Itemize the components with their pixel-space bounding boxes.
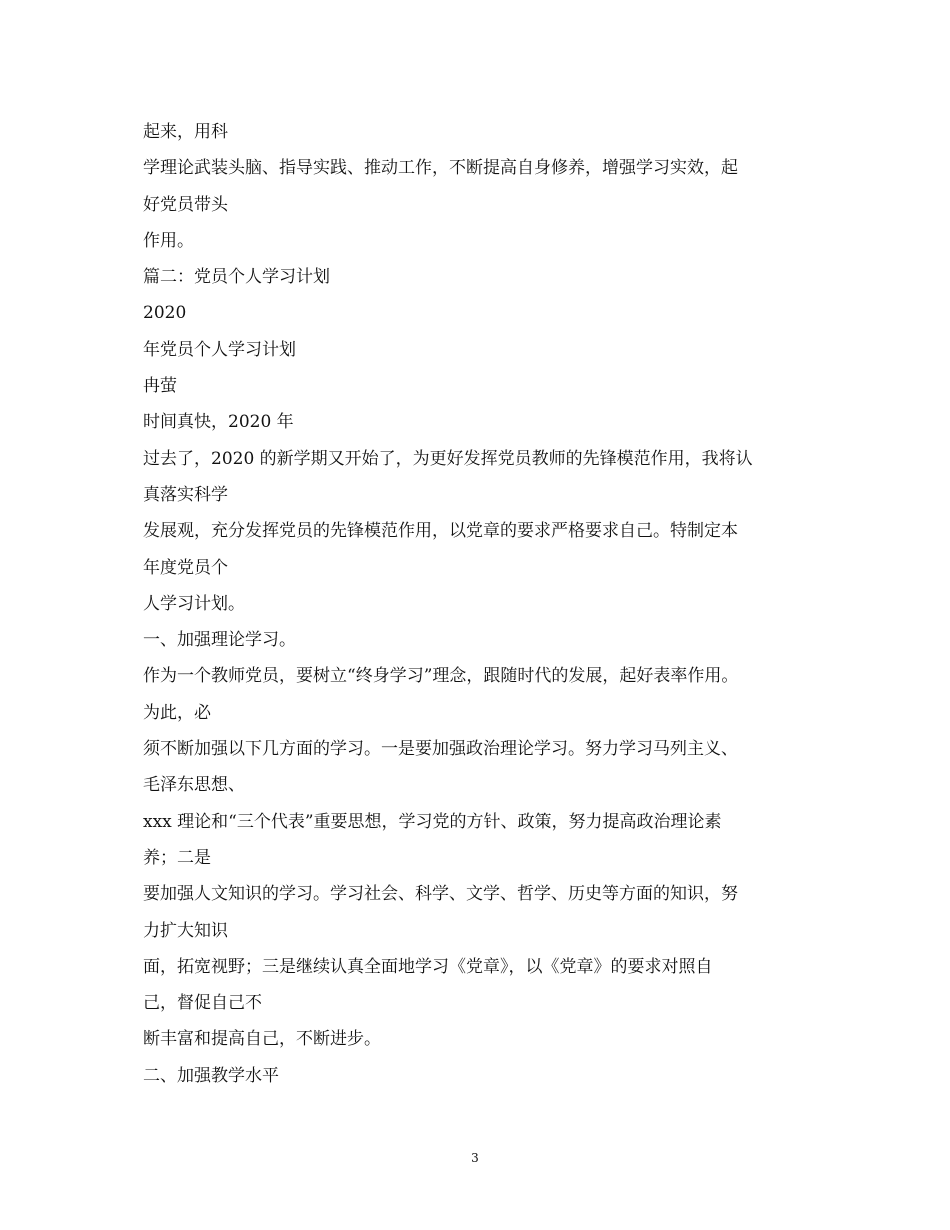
text-line: xxx 理论和“三个代表”重要思想，学习党的方针、政策，努力提高政治理论素 bbox=[143, 811, 722, 832]
text-line: 毛泽东思想、 bbox=[143, 775, 245, 796]
text-line: 年度党员个 bbox=[143, 557, 228, 578]
text-line: 真落实科学 bbox=[143, 484, 228, 505]
text-line: 己，督促自己不 bbox=[143, 993, 262, 1014]
text-line: 为此，必 bbox=[143, 702, 211, 723]
text-line: 力扩大知识 bbox=[143, 920, 228, 941]
text-line: 养；二是 bbox=[143, 847, 211, 868]
text-line: 起来，用科 bbox=[143, 122, 228, 142]
section-heading: 二、加强教学水平 bbox=[143, 1065, 279, 1086]
text-line: 好党员带头 bbox=[143, 194, 228, 215]
text-line: 2020 bbox=[143, 303, 187, 324]
author-name: 冉萤 bbox=[143, 376, 177, 397]
text-line: 须不断加强以下几方面的学习。一是要加强政治理论学习。努力学习马列主义、 bbox=[143, 739, 738, 760]
text-line: 学理论武装头脑、指导实践、推动工作，不断提高自身修养，增强学习实效，起 bbox=[143, 158, 738, 179]
section-heading: 篇二：党员个人学习计划 bbox=[143, 267, 330, 288]
text-line: 年党员个人学习计划 bbox=[143, 339, 296, 360]
section-heading: 一、加强理论学习。 bbox=[143, 630, 296, 651]
text-line: 作用。 bbox=[143, 230, 194, 251]
text-line: 过去了，2020 的新学期又开始了，为更好发挥党员教师的先锋模范作用，我将认 bbox=[143, 448, 753, 469]
page-number: 3 bbox=[471, 1151, 479, 1165]
text-line: 要加强人文知识的学习。学习社会、科学、文学、哲学、历史等方面的知识，努 bbox=[143, 884, 738, 905]
text-line: 人学习计划。 bbox=[143, 593, 245, 614]
text-line: 面，拓宽视野；三是继续认真全面地学习《党章》，以《党章》的要求对照自 bbox=[143, 956, 713, 977]
text-line: 断丰富和提高自己，不断进步。 bbox=[143, 1029, 381, 1050]
text-line: 作为一个教师党员，要树立“终身学习”理念，跟随时代的发展，起好表率作用。 bbox=[143, 666, 739, 687]
text-line: 时间真快，2020 年 bbox=[143, 412, 294, 433]
document-body bbox=[143, 114, 807, 1094]
text-line: 发展观，充分发挥党员的先锋模范作用，以党章的要求严格要求自己。特制定本 bbox=[143, 521, 738, 542]
